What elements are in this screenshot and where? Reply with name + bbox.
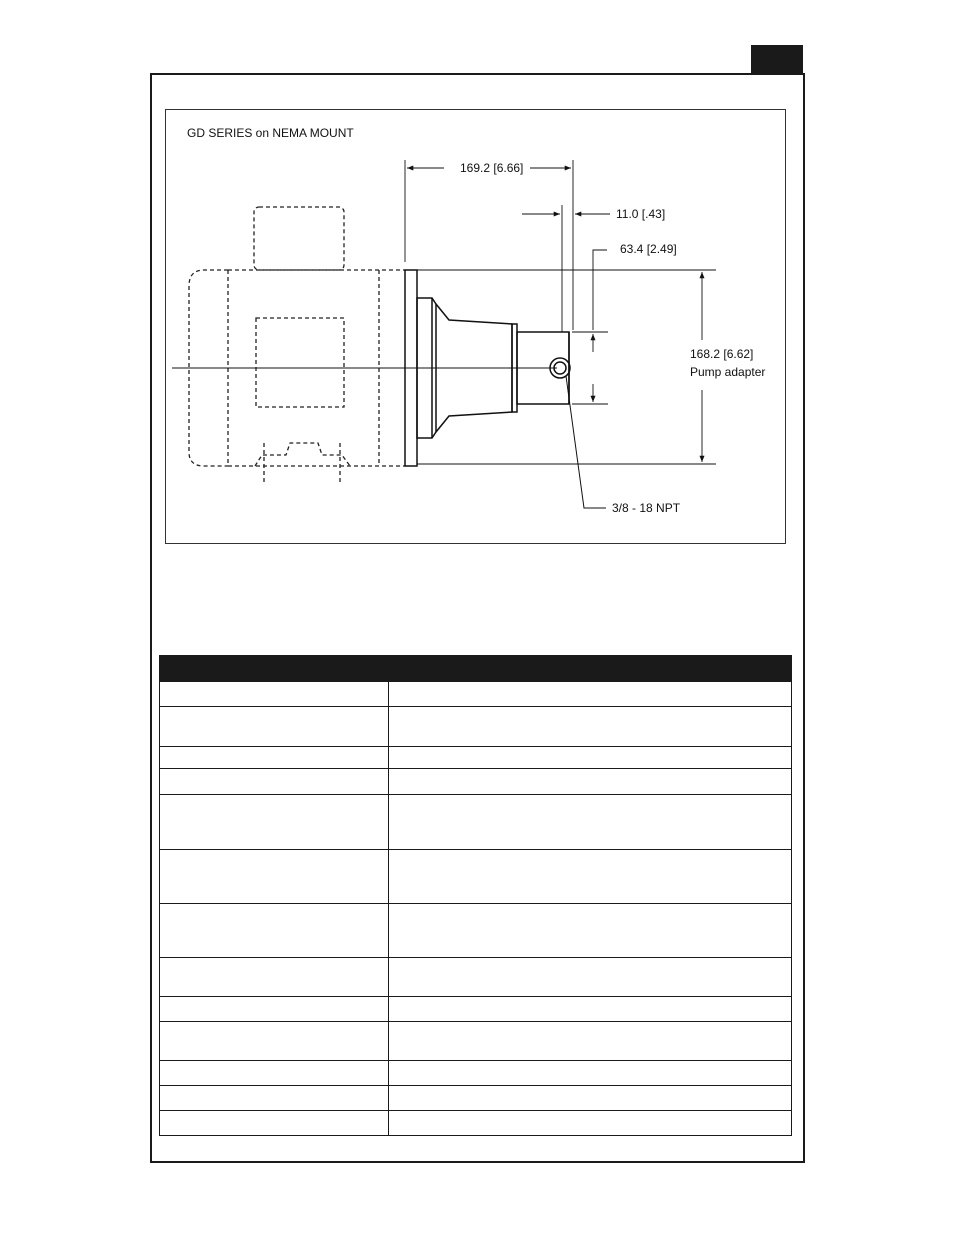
table-cell bbox=[160, 747, 389, 769]
table-cell bbox=[160, 1111, 389, 1136]
table-row bbox=[160, 769, 792, 795]
table-row bbox=[160, 958, 792, 997]
table-cell bbox=[160, 997, 389, 1022]
table-row bbox=[160, 1061, 792, 1086]
table-cell bbox=[160, 904, 389, 958]
table-cell bbox=[389, 769, 792, 795]
table-row bbox=[160, 795, 792, 850]
table-cell bbox=[160, 1061, 389, 1086]
table-cell bbox=[389, 747, 792, 769]
table-cell bbox=[389, 1061, 792, 1086]
table-cell bbox=[389, 1111, 792, 1136]
drawing-title: GD SERIES on NEMA MOUNT bbox=[187, 126, 354, 140]
table-cell bbox=[389, 1022, 792, 1061]
dim-adapter-value: 168.2 [6.62] bbox=[690, 347, 754, 361]
table-cell bbox=[389, 682, 792, 707]
dim-flange bbox=[522, 205, 610, 332]
table-cell bbox=[160, 682, 389, 707]
table-cell bbox=[389, 1086, 792, 1111]
table-cell bbox=[389, 795, 792, 850]
table-cell bbox=[160, 850, 389, 904]
table-cell bbox=[389, 707, 792, 747]
table-cell bbox=[160, 1086, 389, 1111]
table-cell bbox=[389, 904, 792, 958]
table-row bbox=[160, 1111, 792, 1136]
port-leader bbox=[566, 376, 606, 508]
dim-length bbox=[405, 160, 573, 330]
dim-length-label: 169.2 [6.66] bbox=[460, 161, 524, 175]
table-cell bbox=[160, 1022, 389, 1061]
table-cell bbox=[389, 997, 792, 1022]
table-header-cell bbox=[389, 656, 792, 682]
table-header-row bbox=[160, 656, 792, 682]
port-label: 3/8 - 18 NPT bbox=[612, 501, 681, 515]
table-row bbox=[160, 1086, 792, 1111]
table-cell bbox=[160, 795, 389, 850]
table-row bbox=[160, 997, 792, 1022]
dim-shaft bbox=[572, 250, 608, 404]
table-row bbox=[160, 850, 792, 904]
motor-outline bbox=[189, 207, 405, 482]
table-row bbox=[160, 682, 792, 707]
dim-shaft-label: 63.4 [2.49] bbox=[620, 242, 677, 256]
table-cell bbox=[160, 707, 389, 747]
table-cell bbox=[389, 850, 792, 904]
table-row bbox=[160, 707, 792, 747]
table-cell bbox=[160, 769, 389, 795]
table-row bbox=[160, 904, 792, 958]
dim-flange-label: 11.0 [.43] bbox=[616, 207, 666, 221]
table-cell bbox=[160, 958, 389, 997]
table-row bbox=[160, 747, 792, 769]
table-row bbox=[160, 1022, 792, 1061]
spec-table bbox=[159, 655, 792, 1136]
dim-adapter-label: Pump adapter bbox=[690, 365, 766, 379]
table-header-cell bbox=[160, 656, 389, 682]
table-cell bbox=[389, 958, 792, 997]
